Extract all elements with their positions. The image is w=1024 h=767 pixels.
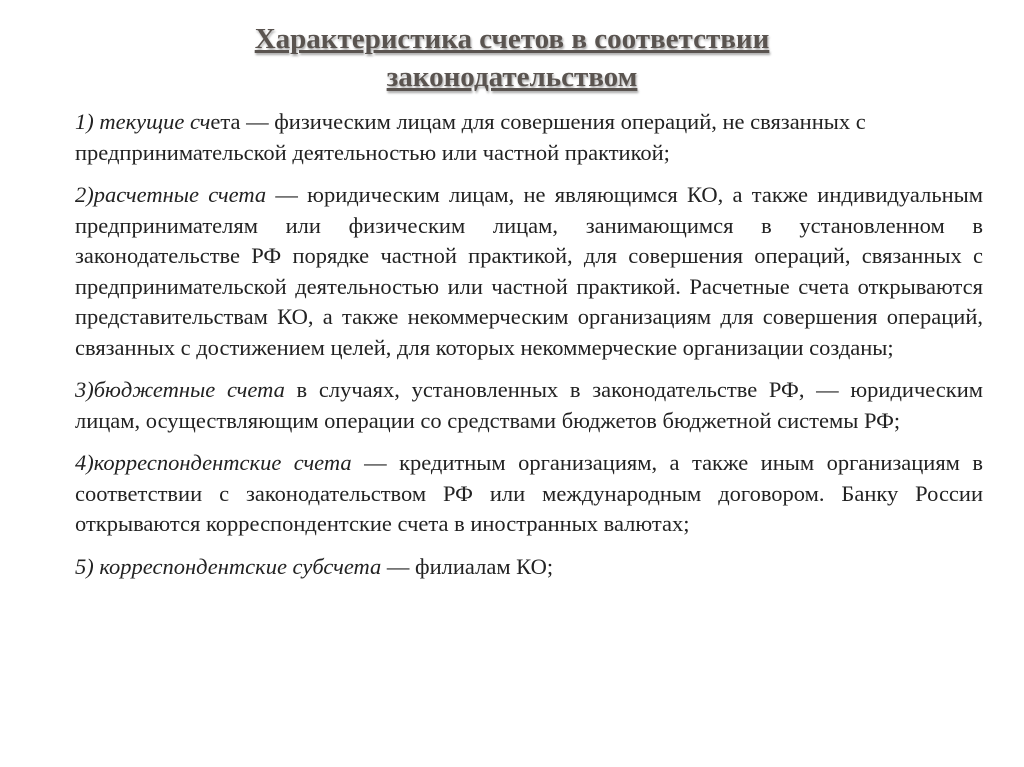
slide-content — [75, 107, 983, 594]
list-item-current-accounts — [75, 107, 983, 168]
list-item-correspondent-subaccounts — [75, 552, 983, 583]
definition-current-accounts: ета — физическим лицам для совершения операций, не связанных с предпринимательской деятельностью или частной практикой; — [75, 109, 866, 165]
definition-correspondent-subaccounts: — филиалам КО; — [381, 553, 554, 579]
definition-budget-accounts: в случаях, установленных в законодательстве РФ, — юридическим лицам, осуществляющим операции со средствами бюджетов бюджетной системы РФ; — [75, 377, 984, 433]
list-item-correspondent-accounts — [75, 448, 983, 540]
term-correspondent-accounts: 4)корреспондентские счета — [75, 450, 352, 475]
term-settlement-accounts: 2)расчетные счета — [75, 182, 267, 207]
definition-correspondent-accounts: — кредитным организациям, а также иным организациям в соответствии с законодательством РФ или международным договором. Банку России открываются корреспондентские счета в иностранных валютах; — [75, 450, 983, 536]
term-correspondent-subaccounts: 5) корреспондентские субсчета — [75, 553, 382, 579]
slide-title: Характеристика счетов в соответствии законодательством — [254, 23, 770, 93]
list-item-budget-accounts — [75, 375, 983, 436]
list-item-settlement-accounts — [75, 180, 983, 363]
definition-settlement-accounts: — юридическим лицам, не являющимся КО, а также индивидуальным предпринимателям или физическим лицам, занимающимся в установленном в законодательстве РФ порядке частной практикой, для совершения операций, связанных с предпринимательской деятельностью или частной практикой. Расчетные счета открываются представительствам КО, а также некоммерческим организациям для совершения операций, связанных с достижением целей, для которых некоммерческие организации созданы; — [75, 182, 983, 360]
term-current-accounts: 1) текущие сч — [75, 109, 211, 134]
term-budget-accounts: 3)бюджетные счета — [75, 377, 285, 402]
